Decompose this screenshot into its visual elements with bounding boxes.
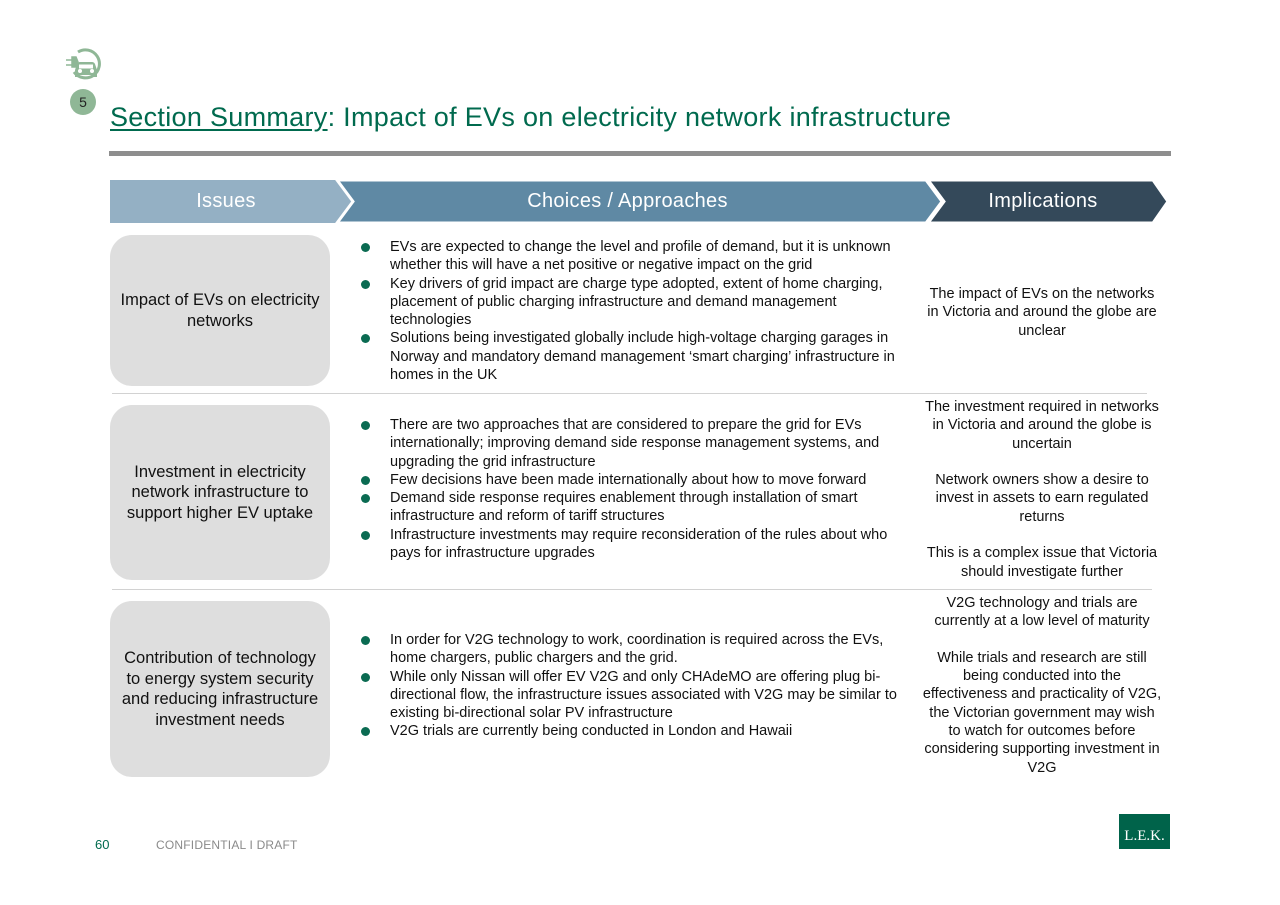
- issue-box: [110, 405, 330, 580]
- choice-item: Infrastructure investments may require reconsideration of the rules about who pays for infrastructure upgrades: [360, 526, 920, 563]
- choice-item: There are two approaches that are considered to prepare the grid for EVs internationally; improving demand side response management systems, and upgrading the grid infrastructure: [360, 416, 920, 471]
- title-prefix: Section Summary: [110, 102, 328, 132]
- lek-logo: [1119, 814, 1170, 849]
- page-title: [110, 102, 951, 133]
- row-divider: [112, 589, 1152, 590]
- title-rest: : Impact of EVs on electricity network infrastructure: [327, 102, 952, 132]
- choice-item: In order for V2G technology to work, coordination is required across the EVs, home chargers, public chargers and the grid.: [360, 631, 920, 668]
- implications-text: V2G technology and trials are currently at a low level of maturity While trials and research are still being conducted into the effectiveness and practicality of V2G, the Victorian government may wish to watch for outcomes before considering supporting investment in V2G: [922, 595, 1162, 776]
- choice-item: Key drivers of grid impact are charge type adopted, extent of home charging, placement of public charging infrastructure and demand management technologies: [360, 275, 920, 330]
- choice-item: While only Nissan will offer EV V2G and only CHAdeMO are offering plug bi-directional flow, the infrastructure issues associated with V2G may be similar to existing bi-directional solar PV infrastructure: [360, 668, 920, 723]
- choice-item: Solutions being investigated globally include high-voltage charging garages in Norway and mandatory demand management ‘smart charging’ infrastructure in homes in the UK: [360, 329, 920, 384]
- issue-label: Impact of EVs on electricity networks: [120, 291, 320, 330]
- page-number: 60: [95, 837, 110, 852]
- section-number-badge: 5: [70, 89, 96, 115]
- choice-item: V2G trials are currently being conducted in London and Hawaii: [360, 722, 920, 740]
- choices-header: Choices / Approaches: [527, 190, 728, 212]
- choices-list: [360, 416, 920, 562]
- implications-text: The investment required in networks in Victoria and around the globe is uncertain Network owners show a desire to invest in assets to earn regulated returns This is a complex issue that Victoria should investigate further: [925, 399, 1159, 580]
- choice-item: Few decisions have been made internationally about how to move forward: [360, 471, 920, 489]
- choice-item: EVs are expected to change the level and profile of demand, but it is unknown whether this will have a net positive or negative impact on the grid: [360, 238, 920, 275]
- implications-text: The impact of EVs on the networks in Victoria and around the globe are unclear: [927, 286, 1157, 339]
- issue-box: [110, 601, 330, 777]
- logo-text: L.E.K.: [1124, 828, 1165, 844]
- choices-list: [360, 238, 920, 384]
- title-rule: [109, 151, 1171, 156]
- issue-box: [110, 235, 330, 386]
- issue-label: Contribution of technology to energy system security and reducing infrastructure investment needs: [121, 649, 319, 729]
- implications-header: Implications: [988, 190, 1098, 212]
- issue-label: Investment in electricity network infrastructure to support higher EV uptake: [126, 462, 314, 522]
- choice-item: Demand side response requires enablement through installation of smart infrastructure and reform of tariff structures: [360, 489, 920, 526]
- choices-list: [360, 631, 920, 741]
- ev-charging-icon: [62, 48, 104, 82]
- row-divider: [112, 393, 1147, 394]
- confidential-label: CONFIDENTIAL I DRAFT: [156, 838, 298, 852]
- issues-header: Issues: [196, 190, 256, 212]
